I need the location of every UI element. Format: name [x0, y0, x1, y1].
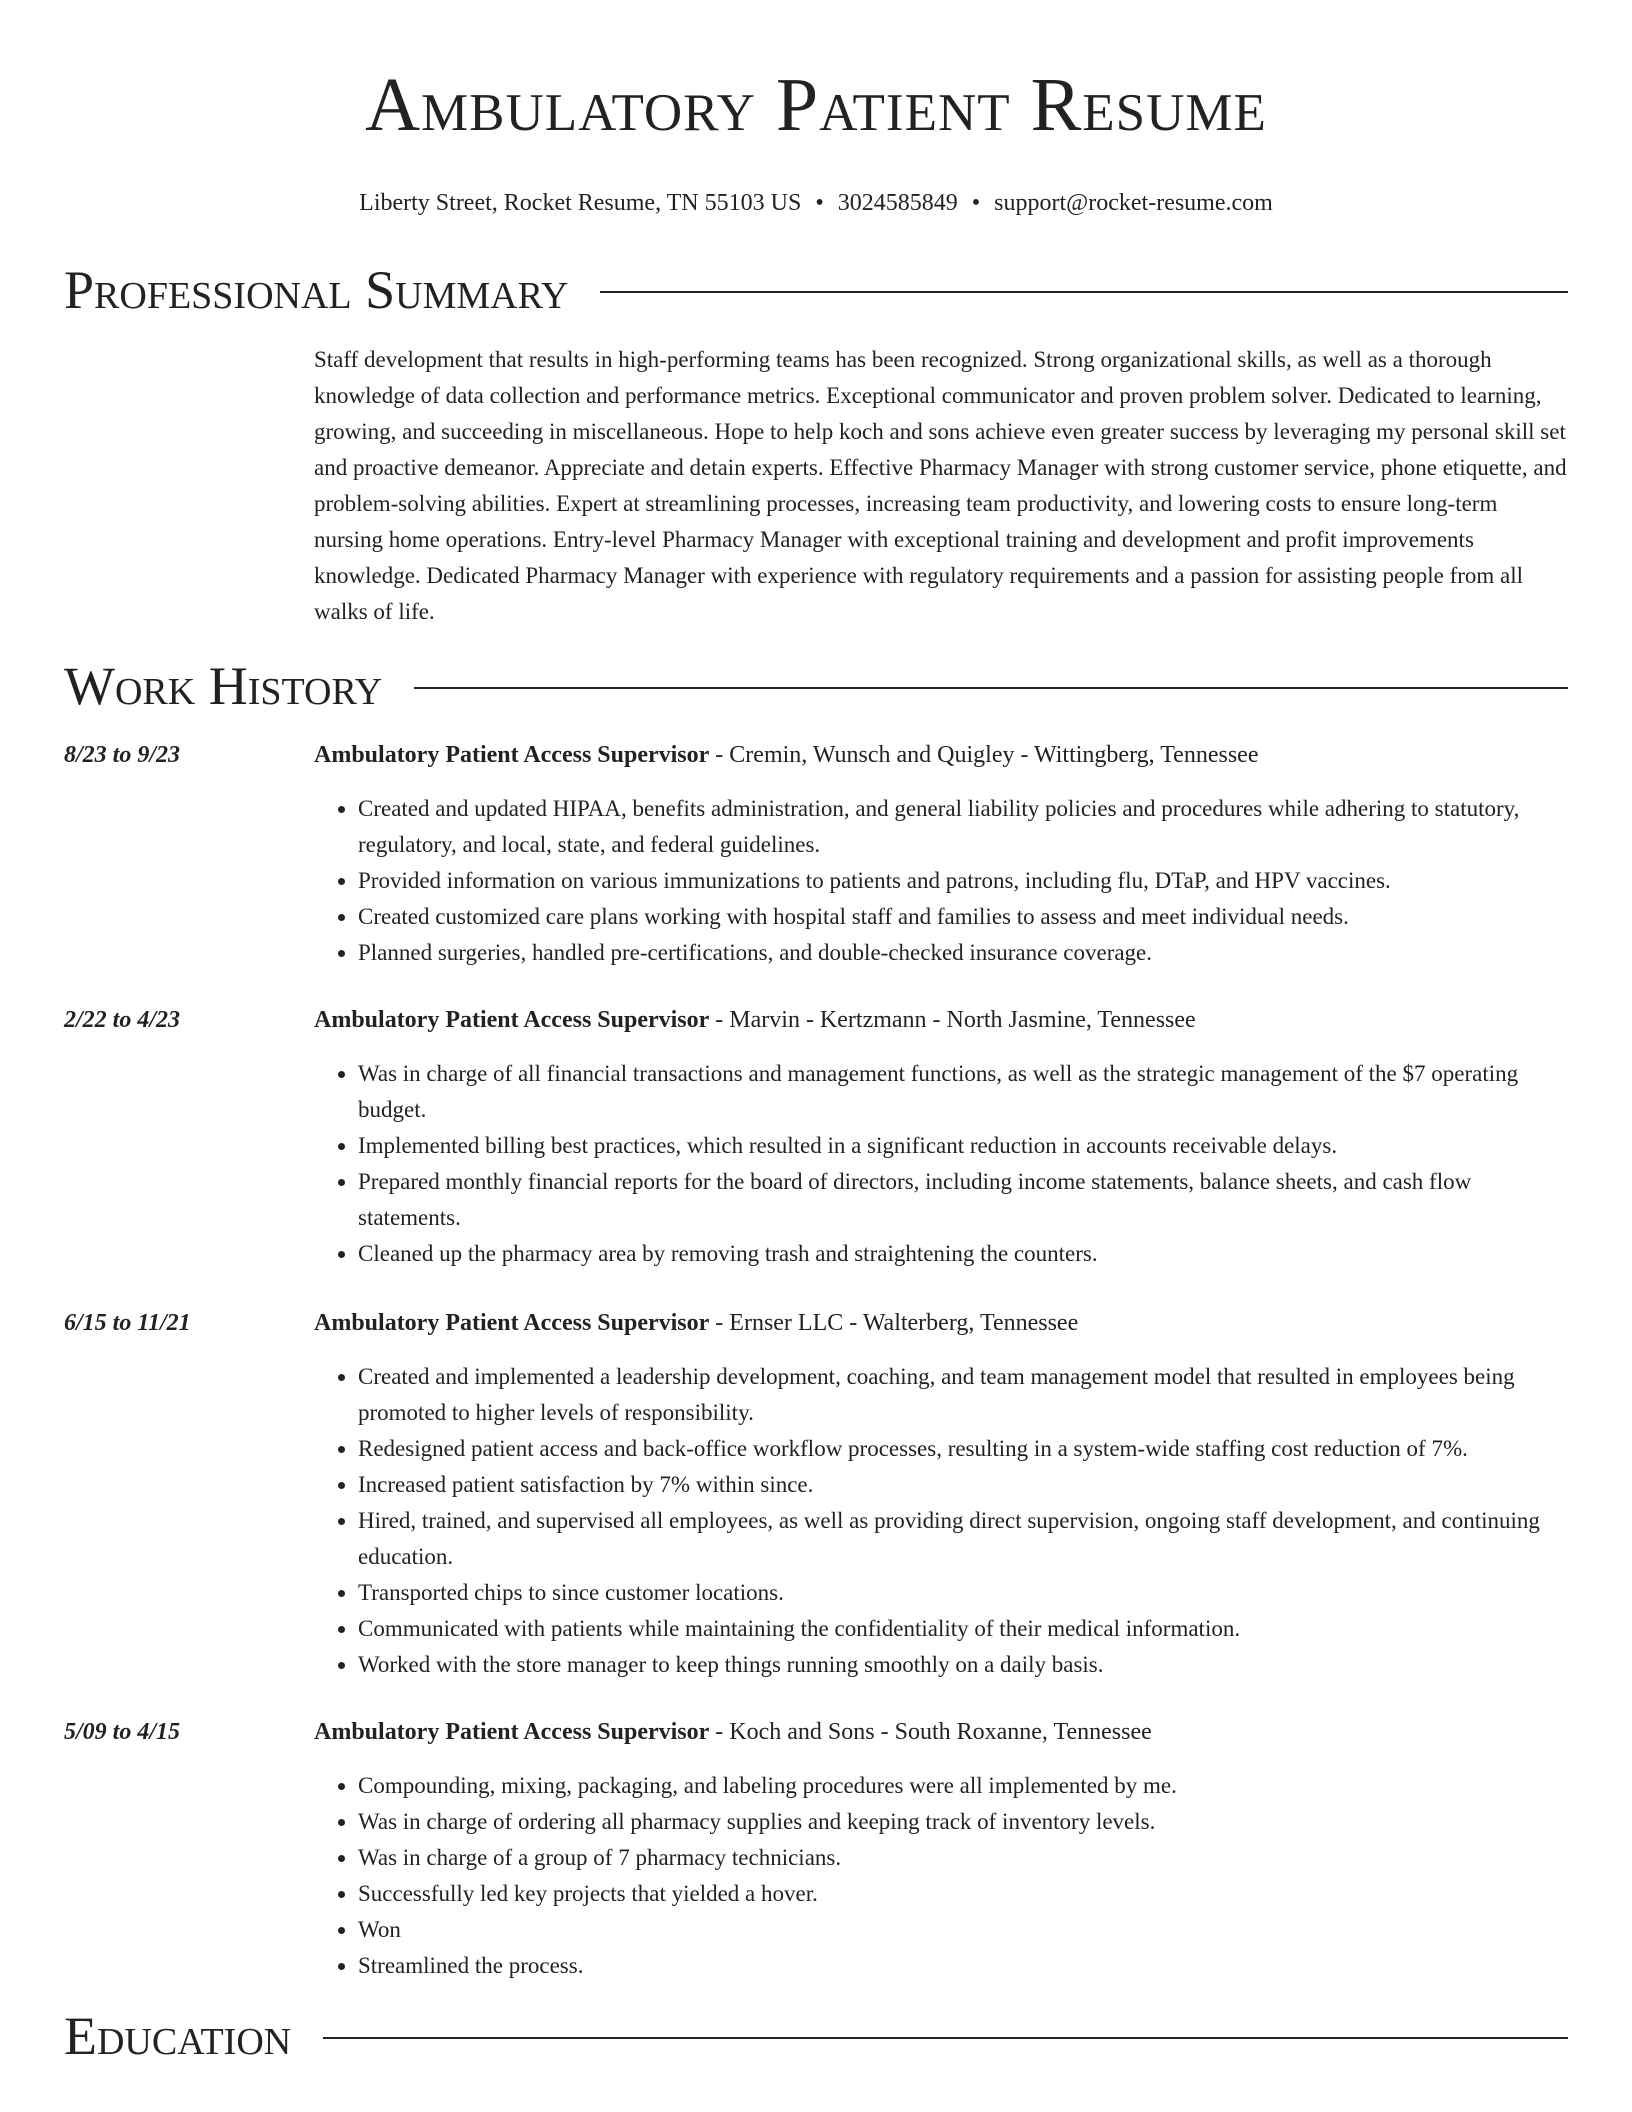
- bullet-item: • Worked with the store manager to keep things running smoothly on a daily basis.: [358, 1647, 1568, 1683]
- job-entry: [64, 1717, 1568, 1984]
- section-divider: [600, 291, 1568, 293]
- job-role: Ambulatory Patient Access Supervisor: [314, 1007, 710, 1033]
- job-body: [314, 1308, 1568, 1683]
- job-bullets: [314, 1359, 1568, 1683]
- contact-separator: •: [971, 190, 981, 216]
- job-entry: [64, 740, 1568, 971]
- job-title-line: [314, 1308, 1568, 1338]
- job-role: Ambulatory Patient Access Supervisor: [314, 742, 710, 768]
- bullet-item: • Planned surgeries, handled pre-certifications, and double-checked insurance coverage.: [358, 935, 1568, 971]
- bullet-item: • Successfully led key projects that yielded a hover.: [358, 1876, 1568, 1912]
- resume-name: Ambulatory Patient Resume: [365, 63, 1267, 147]
- section-header-work: [64, 654, 1568, 718]
- bullet-item: • Was in charge of ordering all pharmacy supplies and keeping track of inventory levels.: [358, 1804, 1568, 1840]
- bullet-item: • Was in charge of all financial transactions and management functions, as well as the strategic management of the $7 operating budget.: [358, 1056, 1568, 1128]
- bullet-item: • Provided information on various immunizations to patients and patrons, including flu, DTaP, and HPV vaccines.: [358, 863, 1568, 899]
- job-details: - Marvin - Kertzmann - North Jasmine, Tennessee: [709, 1007, 1196, 1033]
- bullet-item: • Compounding, mixing, packaging, and labeling procedures were all implemented by me.: [358, 1768, 1568, 1804]
- job-bullets: [314, 1056, 1568, 1272]
- contact-phone: 3024585849: [837, 190, 958, 216]
- job-entry: [64, 1308, 1568, 1683]
- bullet-item: • Created customized care plans working with hospital staff and families to assess and meet individual needs.: [358, 899, 1568, 935]
- bullet-item: • Created and updated HIPAA, benefits administration, and general liability policies and procedures while adhering to statutory, regulatory, and local, state, and federal guidelines.: [358, 791, 1568, 863]
- job-details: - Cremin, Wunsch and Quigley - Wittingberg, Tennessee: [709, 742, 1259, 768]
- summary-text: Staff development that results in high-performing teams has been recognized. Strong organizational skills, as well as a thorough knowledge of data collection and performance metrics. Exceptional communicator and proven problem solver. Dedicated to learning, growing, and succeeding in miscellaneous. Hope to help koch and sons achieve even greater success by leveraging my personal skill set and proactive demeanor. Appreciate and detain experts. Effective Pharmacy Manager with strong customer service, phone etiquette, and problem-solving abilities. Expert at streamlining processes, increasing team productivity, and lowering costs to ensure long-term nursing home operations. Entry-level Pharmacy Manager with exceptional training and development and profit improvements knowledge. Dedicated Pharmacy Manager with experience with regulatory requirements and a passion for assisting people from all walks of life.: [314, 347, 1567, 624]
- job-bullets: [314, 791, 1568, 971]
- contact-line: [64, 188, 1568, 218]
- bullet-item: • Created and implemented a leadership development, coaching, and team management model that resulted in employees being promoted to higher levels of responsibility.: [358, 1359, 1568, 1431]
- bullet-item: • Increased patient satisfaction by 7% within since.: [358, 1467, 1568, 1503]
- bullet-item: • Implemented billing best practices, which resulted in a significant reduction in accounts receivable delays.: [358, 1128, 1568, 1164]
- bullet-item: • Won: [358, 1912, 1568, 1948]
- job-date: 5/09 to 4/15: [64, 1719, 181, 1745]
- section-header-summary: [64, 258, 1568, 322]
- contact-email: support@rocket-resume.com: [994, 190, 1273, 216]
- job-date: 8/23 to 9/23: [64, 742, 181, 768]
- section-title-education: Education: [64, 2006, 292, 2066]
- section-divider: [323, 2037, 1568, 2039]
- job-role: Ambulatory Patient Access Supervisor: [314, 1719, 710, 1745]
- contact-separator: •: [815, 190, 824, 216]
- bullet-item: • Streamlined the process.: [358, 1948, 1568, 1984]
- job-title-line: [314, 740, 1568, 770]
- contact-address: Liberty Street, Rocket Resume, TN 55103 US: [359, 190, 802, 216]
- job-details: - Koch and Sons - South Roxanne, Tennessee: [709, 1719, 1152, 1745]
- section-divider: [414, 687, 1568, 689]
- bullet-item: • Prepared monthly financial reports for the board of directors, including income statements, balance sheets, and cash flow statements.: [358, 1164, 1568, 1236]
- bullet-item: • Transported chips to since customer locations.: [358, 1575, 1568, 1611]
- bullet-item: • Hired, trained, and supervised all employees, as well as providing direct supervision, ongoing staff development, and continuing education.: [358, 1503, 1568, 1575]
- job-date: 6/15 to 11/21: [64, 1310, 191, 1336]
- job-role: Ambulatory Patient Access Supervisor: [314, 1310, 710, 1336]
- bullet-item: • Communicated with patients while maintaining the confidentiality of their medical information.: [358, 1611, 1568, 1647]
- job-title-line: [314, 1005, 1568, 1035]
- job-body: [314, 1717, 1568, 1984]
- job-title-line: [314, 1717, 1568, 1747]
- section-header-education: [64, 2004, 1568, 2068]
- job-date: 2/22 to 4/23: [64, 1007, 181, 1033]
- job-entry: [64, 1005, 1568, 1272]
- section-title-work: Work History: [64, 656, 383, 716]
- bullet-item: • Was in charge of a group of 7 pharmacy technicians.: [358, 1840, 1568, 1876]
- job-body: [314, 740, 1568, 971]
- job-bullets: [314, 1768, 1568, 1984]
- job-body: [314, 1005, 1568, 1272]
- section-title-summary: Professional Summary: [64, 260, 569, 320]
- bullet-item: • Redesigned patient access and back-office workflow processes, resulting in a system-wide staffing cost reduction of 7%.: [358, 1431, 1568, 1467]
- bullet-item: • Cleaned up the pharmacy area by removing trash and straightening the counters.: [358, 1236, 1568, 1272]
- job-details: - Ernser LLC - Walterberg, Tennessee: [709, 1310, 1079, 1336]
